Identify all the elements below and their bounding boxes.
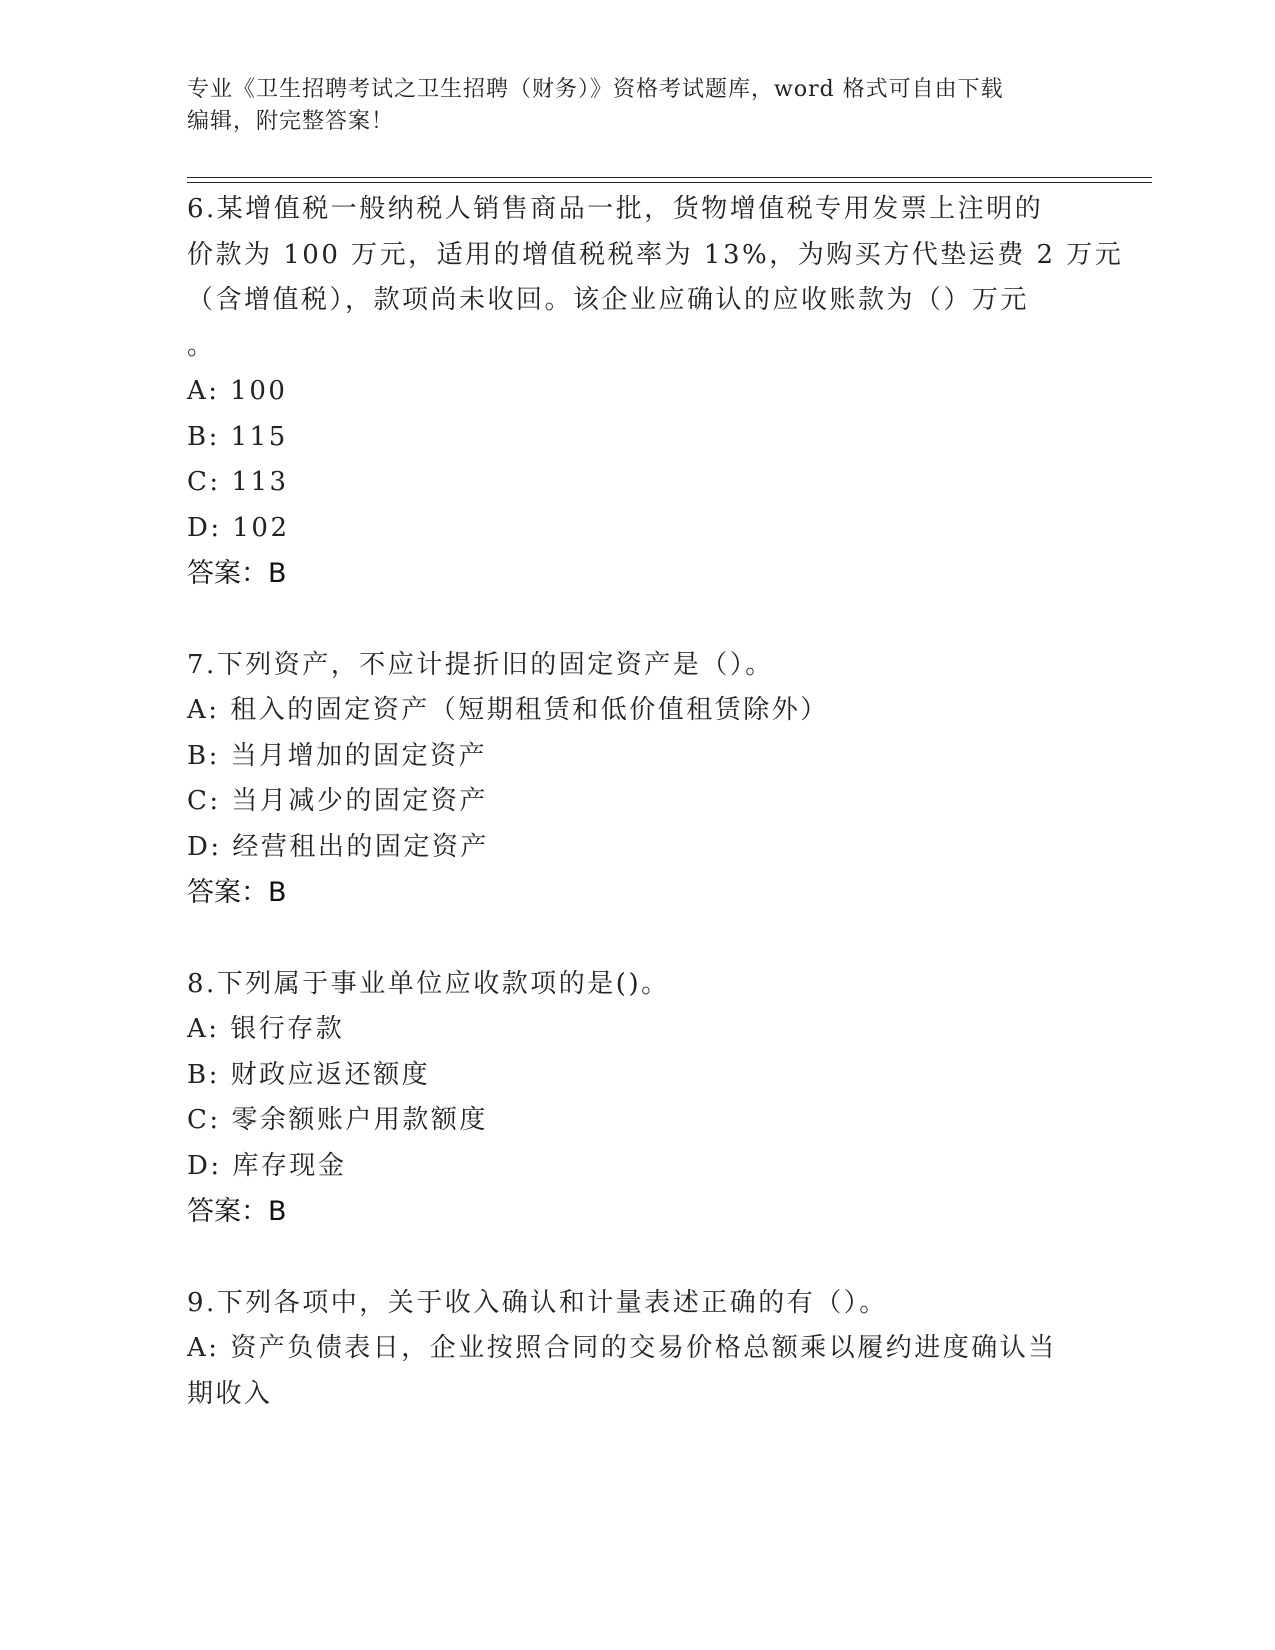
option-b: B: 115	[187, 421, 288, 452]
spacer	[187, 597, 1107, 643]
option-a: A: 资产负债表日，企业按照合同的交易价格总额乘以履约进度确认当	[187, 1333, 1057, 1363]
question-list	[187, 187, 1124, 1417]
header-line-2: 编辑，附完整答案！	[187, 109, 395, 134]
spacer	[187, 1235, 1107, 1281]
option-a-continued: 期收入	[187, 1378, 273, 1409]
question-stem-line: （含增值税），款项尚未收回。该企业应确认的应收账款为（）万元	[187, 285, 1030, 315]
question-stem-line: 6.某增值税一般纳税人销售商品一批，货物增值税专用发票上注明的	[187, 194, 1044, 224]
answer: 答案：B	[187, 558, 287, 589]
answer: 答案：B	[187, 1196, 287, 1227]
answer: 答案：B	[187, 877, 287, 908]
question-stem-line: 8.下列属于事业单位应收款项的是()。	[187, 968, 670, 999]
question-stem-line: 价款为 100 万元，适用的增值税税率为 13%，为购买方代垫运费 2 万元	[187, 239, 1124, 270]
question-9	[187, 1281, 1107, 1418]
spacer	[187, 916, 1107, 962]
option-a: A: 100	[187, 376, 288, 406]
option-c: C: 零余额账户用款额度	[187, 1105, 488, 1135]
option-c: C: 113	[187, 467, 289, 497]
option-d: D: 102	[187, 512, 290, 543]
option-d: D: 经营租出的固定资产	[187, 831, 489, 862]
option-a: A: 租入的固定资产（短期租赁和低价值租赁除外）	[187, 695, 829, 725]
header-divider-bottom	[187, 182, 1152, 183]
option-b: B: 财政应返还额度	[187, 1059, 431, 1090]
question-6	[187, 187, 1124, 597]
header-line-1: 专业《卫生招聘考试之卫生招聘（财务）》资格考试题库，word 格式可自由下载	[187, 77, 1004, 102]
option-c: C: 当月减少的固定资产	[187, 786, 488, 816]
question-stem-line: 7.下列资产，不应计提折旧的固定资产是（）。	[187, 649, 774, 680]
option-a: A: 银行存款	[187, 1014, 345, 1044]
question-stem-line: 9.下列各项中，关于收入确认和计量表述正确的有（）。	[187, 1287, 888, 1318]
question-stem-line: 。	[187, 330, 216, 361]
document-header	[187, 74, 1067, 138]
header-divider-top	[187, 177, 1152, 178]
option-d: D: 库存现金	[187, 1150, 347, 1181]
question-8	[187, 962, 1107, 1235]
question-7	[187, 643, 1107, 916]
option-b: B: 当月增加的固定资产	[187, 740, 488, 771]
